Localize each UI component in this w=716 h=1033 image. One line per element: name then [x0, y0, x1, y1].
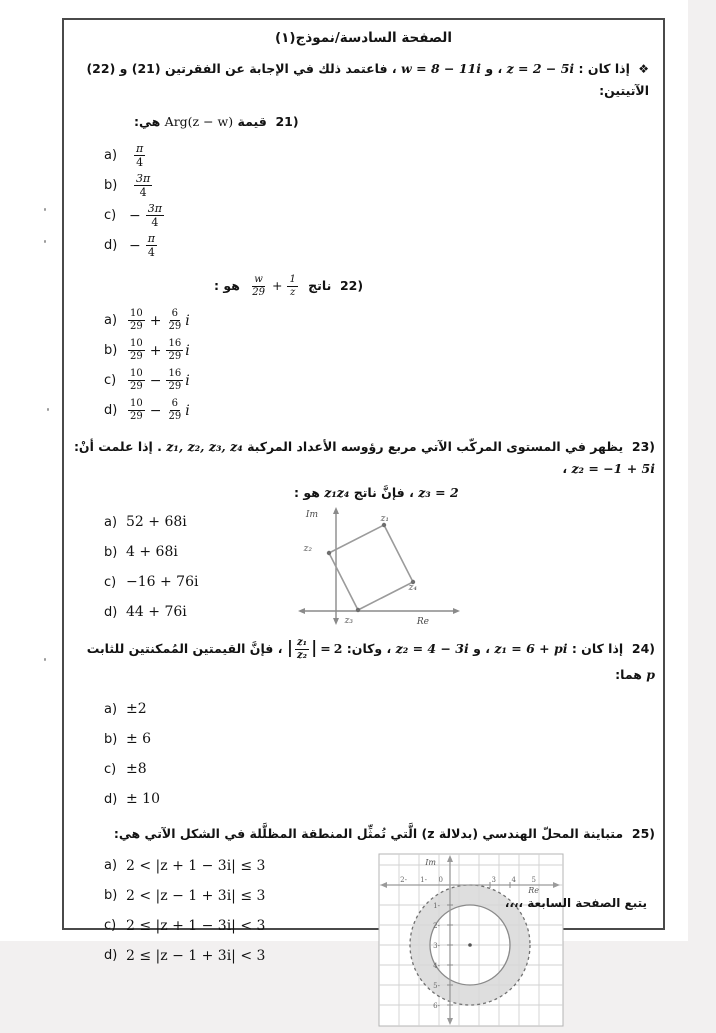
im-axis-arrow-down [333, 618, 339, 625]
imag-numerator: 6 [171, 398, 179, 410]
y-tick-label: -3 [433, 941, 440, 950]
question-23 [64, 436, 663, 628]
x-tick-label: -1 [420, 875, 427, 884]
option-label: a) [104, 313, 118, 329]
option-label: b) [104, 178, 118, 194]
q23-stem-text-b: . إذا علمت أنْ: [73, 438, 162, 454]
option-value: ± 10 [126, 791, 160, 807]
option-row[interactable] [104, 366, 663, 396]
margin-speckle [44, 658, 46, 661]
option-value: 2 < |z − 1 + 3i| ≤ 3 [126, 887, 266, 904]
frac-denominator: 4 [136, 156, 144, 170]
q23-vertices: z₁, z₂, z₃, z₄ [166, 438, 243, 454]
option-label: a) [104, 858, 118, 874]
option-value: 2 ≤ |z + 1 − 3i| < 3 [126, 917, 266, 934]
label-re-axis: Re [528, 885, 539, 895]
option-label: b) [104, 888, 118, 904]
option-operator: + [149, 342, 162, 359]
page-footer: يتبع الصفحة السابعة ،،،، [504, 896, 647, 910]
y-tick-label: -4 [433, 961, 440, 970]
imag-numerator: 6 [171, 308, 179, 320]
imaginary-unit: i [185, 312, 190, 329]
option-operator: − [149, 372, 162, 389]
q23-z3: z₃ = 2 [418, 484, 459, 500]
real-denominator: 29 [130, 351, 143, 363]
frac-numerator: π [136, 142, 144, 156]
imag-denominator: 29 [168, 321, 182, 333]
q23-comma: ، [562, 460, 568, 476]
question-24 [64, 634, 663, 814]
question-22 [64, 275, 663, 426]
frac-numerator: π [147, 232, 155, 246]
option-row[interactable] [104, 306, 663, 336]
shared-stem-conj: ، و [485, 61, 503, 76]
y-tick-label: -6 [433, 1001, 440, 1010]
option-value: 2 < |z + 1 − 3i| ≤ 3 [126, 857, 266, 874]
page-title: الصفحة السادسة/نموذج(١) [275, 30, 452, 46]
shared-stem-suffix: ، فاعتمد ذلك في الإجابة عن الفقرتين (21) و (22) الآتيتين: [86, 61, 649, 98]
option-row[interactable] [104, 171, 663, 201]
frac-denominator: 4 [139, 186, 147, 200]
mod-numerator: z₁ [297, 636, 308, 648]
x-tick-label: 4 [511, 875, 516, 884]
q22-stem-prefix: ناتج [308, 277, 332, 293]
frac-denominator: 4 [151, 216, 159, 230]
q25-number: (25 [631, 826, 655, 841]
q22-stem-expression [248, 275, 300, 298]
shared-stem-w: w = 8 − 11i [401, 61, 481, 76]
option-value: 44 + 76i [126, 604, 187, 621]
option-label: b) [104, 343, 118, 359]
frac-denominator: 4 [147, 246, 155, 260]
imag-denominator: 29 [168, 411, 182, 423]
vertex-z3 [356, 608, 360, 612]
imag-denominator: 29 [168, 351, 182, 363]
option-row[interactable] [104, 784, 663, 814]
figure-square-argand [296, 503, 466, 628]
option-row[interactable] [104, 694, 663, 724]
label-z3: z₃ [344, 616, 353, 627]
real-numerator: 10 [130, 368, 143, 380]
option-value [126, 203, 166, 228]
question-25 [64, 823, 663, 1031]
q24-modulus-condition: | $\frac{\text{z₁}}{\text{z₂}}$ | = 2 [286, 636, 343, 661]
q21-stem-suffix: هي: [134, 113, 161, 129]
q23-number: (23 [631, 438, 655, 454]
imag-numerator: 16 [168, 338, 182, 350]
question-24-options [104, 694, 663, 814]
option-value [126, 173, 154, 198]
question-22-options [104, 306, 663, 426]
question-25-stem [74, 823, 655, 845]
re-axis-arrow-left [298, 608, 305, 614]
q23-stem-tail: ، فإنَّ ناتج [353, 484, 414, 500]
option-row[interactable] [104, 231, 663, 261]
q21-stem-math: Arg(z − w) [164, 113, 234, 129]
option-label: d) [104, 948, 118, 964]
option-label: d) [104, 238, 118, 254]
q24-and: ، و [473, 641, 490, 657]
option-label: c) [104, 373, 117, 389]
margin-speckle [47, 408, 49, 411]
option-label: d) [104, 403, 118, 419]
question-24-stem [74, 634, 655, 686]
imag-numerator: 16 [168, 368, 182, 380]
label-re-axis: Re [416, 617, 429, 628]
label-z1: z₁ [380, 514, 389, 525]
option-value [126, 399, 190, 422]
margin-speckle [44, 240, 46, 243]
q24-tail: ، فإنَّ القيمتين المُمكنتين للثابت [86, 641, 283, 657]
real-numerator: 10 [130, 308, 143, 320]
option-operator: + [149, 312, 162, 329]
q23-stem-text: يظهر في المستوى المركّب الآتي مربع رؤوسه الأعداد المركبة [247, 438, 624, 454]
option-label: d) [104, 604, 118, 620]
q22-stem-suffix: هو : [214, 277, 240, 293]
option-value: ± 6 [126, 731, 152, 747]
q25-stem-text: متباينة المحلّ الهندسي (بدلالة z) الَّتي تُمثِّل المنطقة المظلَّلة في الشكل الآتي هي: [113, 826, 624, 841]
term-operator: + [271, 277, 283, 293]
option-label: c) [104, 761, 117, 777]
frac-numerator: 3π [136, 172, 151, 186]
question-23-stem-line1 [72, 436, 655, 480]
label-z2: z₂ [303, 544, 312, 555]
q24-constant: p [646, 667, 655, 683]
option-value: −16 + 76i [126, 574, 199, 591]
shared-stem [80, 58, 649, 102]
option-value [126, 339, 190, 362]
im-axis-arrow-up [333, 507, 339, 514]
term2-denominator: z [289, 286, 296, 298]
x-tick-label: 0 [438, 875, 443, 884]
shared-stem-z: z = 2 − 5i [506, 61, 575, 76]
q23-z2: z₂ = −1 + 5i [571, 460, 655, 476]
label-z4: z₄ [408, 583, 417, 594]
option-row[interactable] [104, 724, 663, 754]
q22-number: (22 [339, 277, 364, 293]
option-value: 4 + 68i [126, 544, 178, 561]
y-tick-label: -5 [433, 981, 440, 990]
option-row[interactable] [104, 754, 663, 784]
q24-number: (24 [631, 641, 655, 657]
option-label: c) [104, 918, 117, 934]
q24-mid: ، وكان: [346, 641, 392, 657]
shared-stem-prefix: إذا كان : [578, 61, 630, 76]
q24-z1: z₁ = 6 + pi [494, 641, 568, 657]
square-shape [329, 525, 413, 610]
x-tick-label: 5 [531, 875, 536, 884]
mod-denominator: z₂ [297, 649, 308, 661]
question-21 [64, 111, 663, 261]
option-value: 52 + 68i [126, 514, 187, 531]
label-im-axis: Im [425, 857, 436, 867]
imaginary-unit: i [185, 342, 190, 359]
option-label: a) [104, 514, 118, 530]
y-tick-label: -2 [433, 921, 440, 930]
figure-annulus-grid [376, 851, 566, 1029]
option-operator: − [149, 402, 162, 419]
option-row[interactable] [104, 141, 663, 171]
option-value [126, 369, 190, 392]
bullet-icon: ❖ [638, 62, 649, 76]
real-denominator: 29 [130, 321, 143, 333]
real-numerator: 10 [130, 338, 143, 350]
option-label: a) [104, 701, 118, 717]
annulus-center-point [468, 943, 472, 947]
q23-stem-end: هو : [294, 484, 320, 500]
term2-numerator: 1 [289, 273, 296, 285]
question-23-stem-line2 [294, 482, 649, 504]
option-row[interactable] [104, 336, 663, 366]
q24-z2: z₂ = 4 − 3i [395, 641, 469, 657]
real-numerator: 10 [130, 398, 143, 410]
option-label: c) [104, 208, 117, 224]
q21-stem-prefix: قيمة [237, 113, 267, 129]
option-value [126, 233, 159, 258]
term1-numerator: w [254, 273, 263, 285]
q24-end: هما: [615, 667, 642, 683]
re-axis-arrow-right [453, 608, 460, 614]
real-denominator: 29 [130, 381, 143, 393]
imaginary-unit: i [185, 372, 190, 389]
term1-denominator: 29 [252, 286, 265, 298]
question-21-stem [134, 111, 663, 133]
margin-speckle [44, 208, 46, 211]
label-im-axis: Im [305, 510, 318, 521]
option-sign: − [129, 207, 141, 224]
y-tick-label: -1 [433, 901, 440, 910]
x-tick-label: 3 [491, 875, 496, 884]
option-label: c) [104, 574, 117, 590]
x-tick-label: -2 [400, 875, 407, 884]
option-value: ±2 [126, 701, 147, 717]
option-label: d) [104, 791, 118, 807]
vertex-z2 [327, 551, 331, 555]
option-label: b) [104, 544, 118, 560]
imag-denominator: 29 [168, 381, 182, 393]
imaginary-unit: i [185, 402, 190, 419]
exam-page-content [64, 20, 663, 1010]
real-denominator: 29 [130, 411, 143, 423]
option-label: b) [104, 731, 118, 747]
q23-product: z₁z₄ [324, 484, 350, 500]
question-21-options [104, 141, 663, 261]
question-22-stem [214, 275, 663, 298]
option-value [126, 143, 147, 168]
option-value: 2 ≤ |z − 1 + 3i| < 3 [126, 947, 266, 964]
option-sign: − [129, 237, 141, 254]
page-right-gutter [688, 0, 716, 941]
option-row[interactable] [104, 396, 663, 426]
q21-number: (21 [275, 113, 299, 129]
frac-numerator: 3π [147, 202, 162, 216]
option-row[interactable] [104, 201, 663, 231]
q24-stem-prefix: إذا كان : [571, 641, 624, 657]
option-label: a) [104, 148, 118, 164]
option-value [126, 309, 190, 332]
option-value: ±8 [126, 761, 147, 777]
